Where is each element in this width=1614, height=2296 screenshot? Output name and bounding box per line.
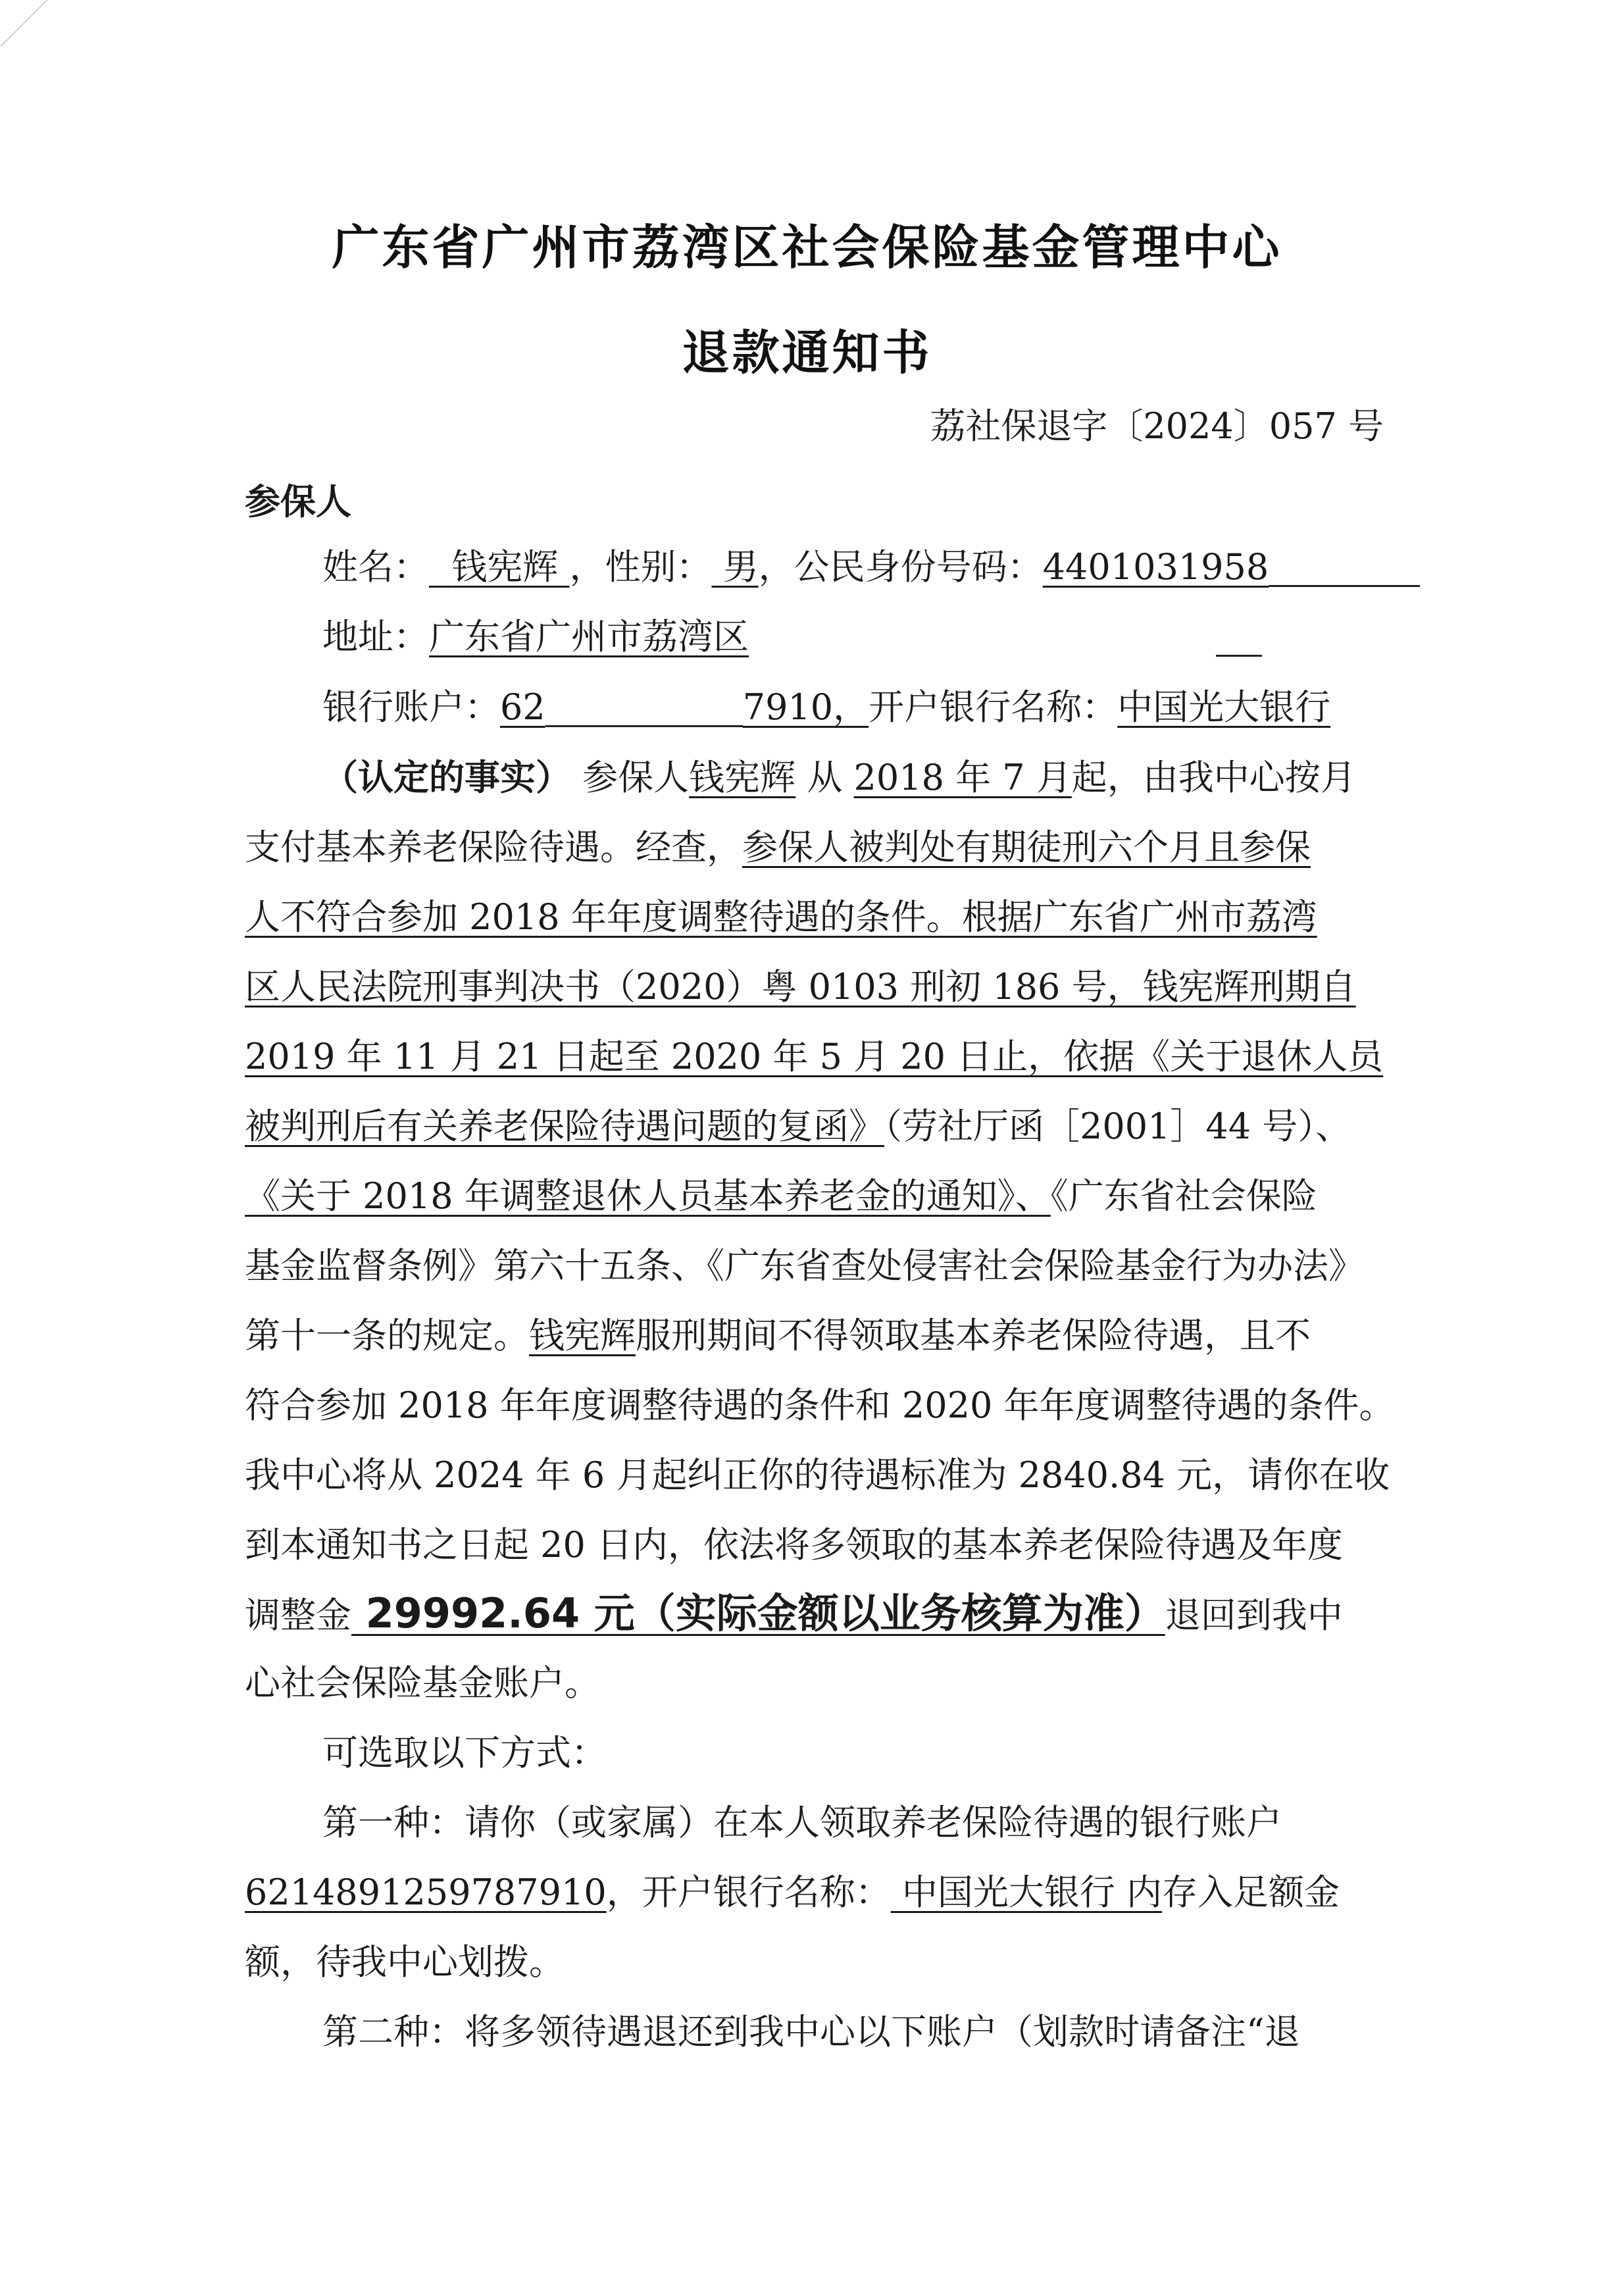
id-number: 4401031958: [1042, 546, 1269, 588]
fact-line-6: 被判刑后有关养老保险待遇问题的复函》（劳社厅函［2001］44 号）、: [245, 1106, 1351, 1147]
fact-line-2: 支付基本养老保险待遇。经查，参保人被判处有期徒刑六个月且参保: [245, 827, 1311, 868]
insured-name-ref: 钱宪辉: [689, 757, 796, 798]
document-number: 荔社保退字〔2024〕057 号: [930, 405, 1384, 447]
bank-account-start: 62: [500, 686, 545, 728]
fact-line-13: 调整金 29992.64 元（实际金额以业务核算为准）退回到我中: [245, 1589, 1343, 1637]
redacted-address: [749, 619, 1216, 657]
options-intro: 可选取以下方式：: [322, 1732, 607, 1773]
refund-amount: 29992.64 元（实际金额以业务核算为准）: [351, 1589, 1165, 1637]
fact-line-10: 符合参加 2018 年年度调整待遇的条件和 2020 年年度调整待遇的条件。: [245, 1385, 1395, 1426]
option1-line-3: 额，待我中心划拨。: [245, 1941, 565, 1983]
option2-line-1: 第二种：将多领待遇退还到我中心以下账户（划款时请备注“退: [322, 2011, 1300, 2053]
fact-line-9: 第十一条的规定。钱宪辉服刑期间不得领取基本养老保险待遇，且不: [245, 1315, 1311, 1356]
redacted-bank-account: [545, 687, 743, 727]
agency-title: 广东省广州市荔湾区社会保险基金管理中心: [332, 220, 1282, 275]
insured-name: 钱宪辉: [451, 546, 559, 588]
insured-address: 广东省广州市荔湾区: [429, 616, 749, 657]
insured-name-line: [322, 546, 1390, 588]
bank-name: 中国光大银行: [1117, 686, 1331, 728]
option1-account: 6214891259787910: [245, 1872, 607, 1913]
insured-bank-line: [322, 686, 1390, 728]
address-label: 地址：: [322, 616, 429, 657]
bank-name-label: 开户银行名称：: [869, 686, 1118, 728]
notice-title: 退款通知书: [682, 325, 932, 380]
bank-account-end: 7910，: [742, 686, 869, 728]
insured-heading: 参保人: [245, 481, 351, 523]
fact-line-5: 2019 年 11 月 21 日起至 2020 年 5 月 20 日止，依据《关于退休人员: [245, 1036, 1384, 1077]
fact-heading: （认定的事实）: [322, 757, 571, 798]
fact-line-4: 区人民法院刑事判决书（2020）粤 0103 刑初 186 号，钱宪辉刑期自: [245, 966, 1356, 1008]
option1-line-1: 第一种：请你（或家属）在本人领取养老保险待遇的银行账户: [322, 1802, 1282, 1843]
insured-gender: 男: [722, 546, 759, 588]
fact-line-8: 基金监督条例》第六十五条、《广东省查处侵害社会保险基金行为办法》: [245, 1245, 1364, 1287]
redacted-id-digits: [1269, 547, 1420, 587]
bank-account-label: 银行账户：: [322, 686, 500, 728]
insured-address-line: [322, 616, 1390, 658]
name-label: 姓名：: [322, 546, 429, 588]
fact-line-11: 我中心将从 2024 年 6 月起纠正你的待遇标准为 2840.84 元，请你在收: [245, 1454, 1390, 1496]
gender-label: ，性别：: [569, 546, 712, 588]
fact-line-1: （认定的事实） 参保人钱宪辉 从 2018 年 7 月起，由我中心按月: [322, 757, 1356, 798]
address-underline-tail: [1216, 617, 1262, 657]
fact-line-3: 人不符合参加 2018 年年度调整待遇的条件。根据广东省广州市荔湾: [245, 896, 1317, 938]
fact-line-14: 心社会保险基金账户。: [245, 1662, 600, 1704]
scan-corner-fold: [0, 0, 48, 46]
fact-line-7: 《关于 2018 年调整退休人员基本养老金的通知》、《广东省社会保险: [245, 1175, 1317, 1217]
fact-line-12: 到本通知书之日起 20 日内，依法将多领取的基本养老保险待遇及年度: [245, 1524, 1344, 1566]
option1-line-2: 6214891259787910，开户银行名称： 中国光大银行 内存入足额金: [245, 1872, 1340, 1913]
option1-bank: 中国光大银行 内: [890, 1872, 1163, 1913]
id-label: ，公民身份号码：: [758, 546, 1043, 588]
start-date: 2018 年 7 月: [853, 757, 1072, 798]
